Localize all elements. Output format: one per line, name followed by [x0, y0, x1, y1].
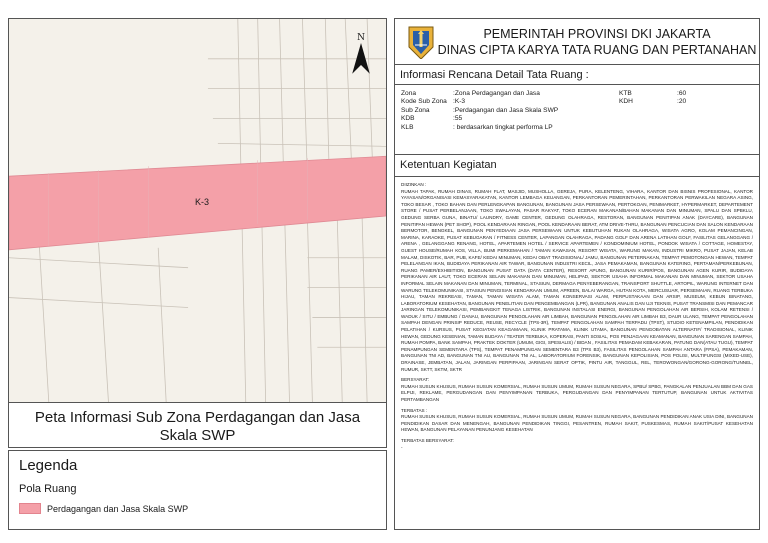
legend-title: Legenda: [19, 457, 78, 474]
legend: [8, 450, 387, 530]
zona-value: :Zona Perdagangan dan Jasa: [453, 90, 540, 97]
bersyarat-text: RUMAH SUSUN KHUSUS, RUMAH SUSUN KOMERSIAL, RUMAH SUSUN UMUM, RUMAH SUSUN NEGARA, SPBU/ SPBG, PANGKALAN PENJUALAN BBM DAN GAS ELPIJI, REKLAME, PERGUDANGAN DAN PENYIMPANAN TERBUKA, PERGUDANGAN DAN PENYIMPANAN TERTUTUP, BANGUNAN UNTUK AKTIVITAS PERTAMBANGAN: [401, 383, 753, 402]
bersyarat-label: BERSYARAT:: [401, 377, 429, 383]
header-line-1: PEMERINTAH PROVINSI DKI JAKARTA: [483, 26, 711, 41]
legend-swatch: [19, 503, 41, 514]
legend-item-label: Perdagangan dan Jasa Skala SWP: [47, 503, 189, 514]
klb-value: : berdasarkan tingkat performa LP: [453, 123, 553, 131]
kode-key: Kode Sub Zona: [401, 98, 447, 106]
terbatas-label: TERBATAS :: [401, 407, 428, 413]
kdh-value: :20: [677, 98, 687, 106]
ketentuan-title: Ketentuan Kegiatan: [395, 155, 759, 177]
terbatas-bersyarat-text: -: [401, 444, 403, 450]
header-line-2: DINAS CIPTA KARYA TATA RUANG DAN PERTANAHAN: [437, 42, 757, 57]
kdh-key: KDH: [619, 98, 633, 106]
header: [395, 19, 759, 65]
kdb-key: KDB: [401, 115, 415, 123]
map-title: Peta Informasi Sub Zona Perdagangan dan Jasa Skala SWP: [8, 403, 387, 448]
ketentuan-body: [395, 177, 759, 456]
diizinkan-text: RUMAH TAPAK, RUMAH DINAS, RUMAH FLAT, MASJID, MUSHOLLA, GEREJA, PURA, KELENTENG, VIHARA, KANTOR DAN BISNIS PROFESIONAL, KANTOR YAYASAN/ORGANISASI KEMASYARAKATAN, KANTOR LEMBAGA KEUANGAN, PERKANTORAN PEMERINTAHAN, PERKANTORAN PERWAKILAN NEGARA ASING, TOKO BESAR , TOKO BAHAN DAN PERLENGKAPAN BANGUNAN, BANGUNAN JASA PERSEWAAN, PERTOKOAN, PENIMARKET, HYPERMARKET, DEPARTEMENT STORE / PUSAT PERBELANJAAN, TOKO SWALAYAN, PASAR RAKYAT, TOKO ECERAN MAKANAN/BAHAN MAKANAN DAN MINUMAN, SPALU DAN SPBKLU, GEDUNG SERBA GUNA, BINATU/ LAUNDRY, GAME CENTER, GEDUNG OLAHRAGA, RESTORAN, BANGUNAN PENITIPAN ANAK (DAYCARE), BANGUNAN PENITIPAN HEWAN (PET SHOP), POOL KENDARAAN RINGAN, POOL KENDARAAN BERAT, ATM DRIVE-THRU, BANGUNAN PENCUCIAN DAN SALON KENDARAAN BERMOTOR, BENGKEL, BANGUNAN PENYEDIAAN JASA PERSEWAAN UNTUK KEBUTUHAN RUKAN OLAHRAGA, WISATA AGRO, KOLAM PEMANCINGAN, MARINA, KARAOKE, PUSAT KEBUGARAN / FITNESS CENTER, LAPANGAN OLAHRAGA, PADANG GOLF DAN ARENA LATIHAN GOLF, FASILITAS GELANGGANG / ARENA , GELANGGANG RENANG, HOTEL, APARTEMEN HOTEL / SERVICE APARTEMEN / KONDOMINIUM HOTEL, PONDOK WISATA / COTTAGE, HOMESTAY, GUEST HOUSE/RUMAH KOS, VILLA, BUMI PERKEMAHAN / TAMAN KAWASAN, RESORT WISATA, WARUNG MAKAN, INDUSTRI MIKRO, PUSAT JAJAN, KELAB MALAM, DISKOTIK, BAR, PUB, KAFE/ KEDAI MINUMAN, KEDAI OBAT TRADISIONAL/ JAMU, BANGUNAN PETERNAKAN, TEMPAT PEMOTONGAN HEWAN, TEMPAT PELELANGAN IKAN, BUDIDAYA PERIKANAN AIR TAWAR, BANGUNAN INDUSTRI KECIL, JASA PEMAKAMAN, BANGUNAN KATERING, PERTAMAN/PERKEBUNAN, RUANG PAMER/EXHIBITION, BANGUNAN PUSAT DATA (DATA CENTER), RESORT APUNG, BANGUNAN KURIR/POS, BANGUNAN AGEN KURIR, BUDIDAYA PERIKANAN AIR LAUT, TOKO ECERAN SELAIN MAKANAN DAN MINUMAN, HELIPAD, SEKTOR USAHA INFORMAL MAKANAN DAN MINUMAN, SEKTOR USAHA INFORMAL SELAIN MAKANAN DAN MINUMAN, TERMINAL, STASIUN, DERMAGA PENYEBERANGAN, TRANSPORT SHUTTLE, ARTOPIL, WARUNG INTERNET DAN WARUNG TELEKOMUNIKASI, STASIUN PENGISIAN KENDARAAN UMUM, APREEN, BALAI WARGA, HUTAN KOTA, MERCUSUAR, PERSEMAIAN, RUANG TERBUKA HIJAU, TAMAN REKREASI, TAMAN, TAMAN WISATA ALAM, TAMAN KONSERVASI ALAM, PERPUSTAKAAN DAN ARSIP, MUSEUM, KEBUN BINATANG, LABORATORIUM KESEHATAN, BANGUNAN PENELITIAN DAN PENGEMBANGAN (LPR), BANGUNAN ANALIS DAN UJI TEKNIS, PUSAT TRANSMISI DAN PEMANCAR JARINGAN TELEKOMUNIKASI, PEMBANGKIT TENAGA LISTRIK, BANGUNAN INSTALASI ENERGI, BANGUNAN PENGOLAHAN AIR BERSIH, KOLAM RETENSI / WADUK / SITU / EMBUNG / DANAU, BANGUNAN PENGOLAHAN AIR LIMBAH, BANGUNAN PENGOLAHAN AIR LIMBAH B3, DAUR ULANG, TEMPAT PENGOLAHAN SAMPAH DENGAN PRINSIP REDUCE, REUSE, RECYCLE (TPS-3R), TEMPAT PENGOLAHAN SAMPAH TERPADU (TPST), STUDIO KETENAMPILAN, PENDIDIKAN PELATIHAN / KURSUS, PUSAT KEGIATAN KEAGAMAAN, KLINIK PRATAMA, KLINIK UTAMA, BANGUNAN PENGOBATAN ALTERNATIF/ TRADISIONAL, KLINIK HEWAN, GEDUNG KESENIAN, TAMAN BUDAYA / TEATER TERBUKA, KOPERASI, PANTI SOSIAL, POS PENJAGAAN KEAMANAN, BANGUNAN SARENGAN SAMPAH, RUMAH POMPA, BANK SAMPAH, PRAKTEK DOKTER (UMUM, GIGI, SPESIALIS) / BIDAN , FASILITAS PEMADAM KEBAKARAN, PATUNG DAN(ATAU TUGU), TEMPAT PENAMPUNGAN SEMENTARA (TPS), TEMPAT PENAMPUNGAN SEMENTARA B3 (TPS B3), FASILITAS PENGOLAHAN SAMPAH ANTARA (FPSA), PEMAKAMAN, BANGUNAN TNI AD, BANGUNAN TNI AU, BANGUNAN TNI AL, LABORATORIUM FORENSIK, BANGUNAN KEPOLISIAN, POS POLISI, MULTIFUNGSI (MIXED-USE), DRAINASE, JEMBATAN, JALAN, JARINGAN PERPIPAAN, JARINGAN SERAT OPTIK, PINTU AIR, TANGGUL, REL, TEROWONGAN/GORONG-GORONG/TUNNEL, RUMUR, SKTT, SKTM, SKTR: [401, 188, 753, 372]
north-arrow: [350, 33, 372, 74]
map-canvas[interactable]: [9, 19, 386, 402]
diizinkan-label: DIIZINKAN :: [401, 182, 427, 187]
kode-value: :K-3: [453, 98, 466, 106]
legend-subtitle: Pola Ruang: [19, 483, 77, 495]
terbatas-bersyarat-label: TERBATAS BERSYARAT:: [401, 437, 454, 443]
info-panel: [394, 18, 760, 530]
north-arrow-icon: [350, 43, 372, 74]
legend-item: [19, 503, 376, 514]
ktb-key: KTB: [619, 90, 632, 97]
zone-label: K-3: [195, 197, 210, 207]
sub-zona-key: Sub Zona: [401, 106, 430, 114]
terbatas-text: RUMAH SUSUN KHUSUS, RUMAH SUSUN KOMERSIAL, RUMAH SUSUN UMUM, RUMAH SUSUN NEGARA, BANGUNAN PENDIDIKAN ANAK USIA DINI, BANGUNAN PENDIDIKAN DASAR DAN MENENGAH, BANGUNAN PENDIDIKAN TINGGI, PESANTREN, RUMAH SAKIT, PUSKESMAS, RUMAH SAKIT/PUSAT KESEHATAN HEWAN, BANGUNAN PELAYANAN PENUNJANG KESEHATAN: [401, 414, 753, 433]
kdb-value: :55: [453, 115, 463, 123]
klb-key: KLB: [401, 123, 414, 131]
jakarta-emblem-icon: [407, 25, 435, 59]
info-title: Informasi Rencana Detail Tata Ruang :: [395, 65, 759, 85]
zona-key: Zona: [401, 90, 417, 97]
ktb-value: :60: [677, 90, 687, 97]
map-frame[interactable]: [8, 18, 387, 403]
info-table: [395, 85, 759, 155]
sub-zona-value: :Perdagangan dan Jasa Skala SWP: [453, 106, 559, 114]
header-text: [435, 26, 759, 58]
north-letter: N: [357, 33, 365, 43]
